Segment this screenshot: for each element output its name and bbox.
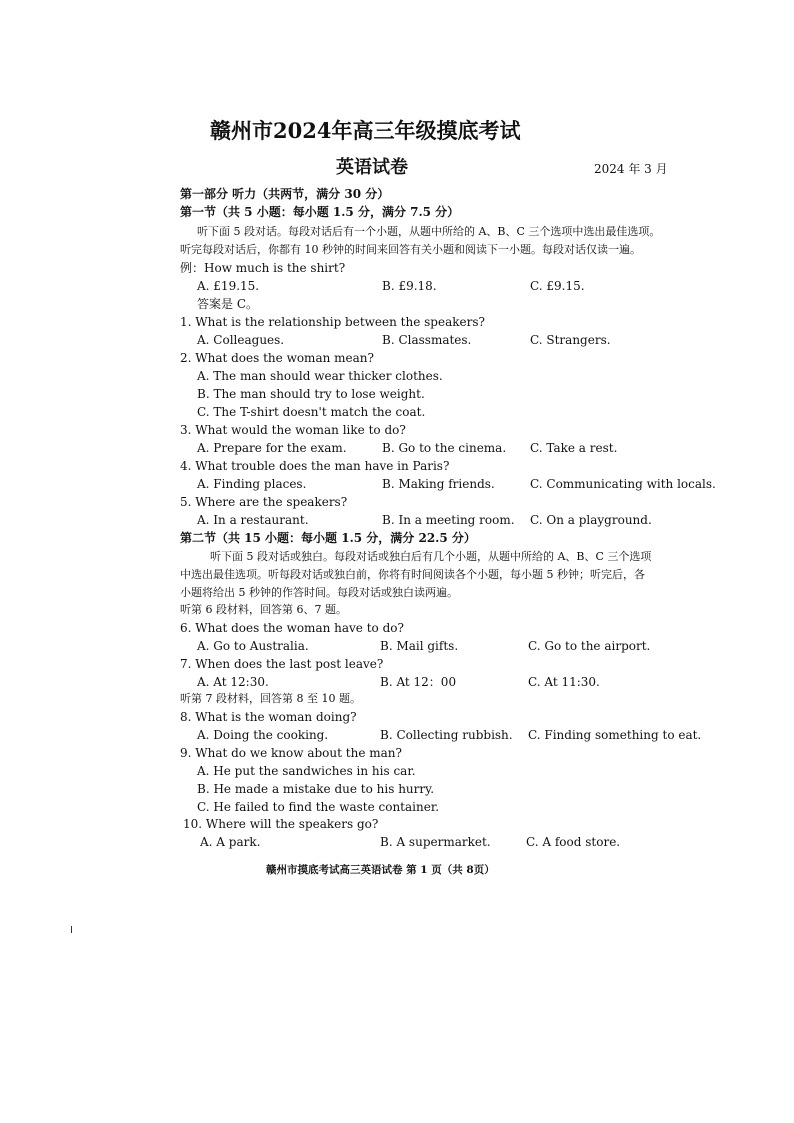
q6-option-a: A. Go to Australia.: [197, 639, 309, 653]
exam-subtitle: 英语试卷: [336, 157, 408, 178]
q2-option-a: A. The man should wear thicker clothes.: [197, 369, 443, 383]
example-question: 例：How much is the shirt?: [180, 261, 346, 275]
q9-option-b: B. He made a mistake due to his hurry.: [197, 782, 435, 796]
q10-option-a: A. A park.: [200, 835, 261, 849]
example-option-c: C. £9.15.: [530, 279, 585, 293]
example-option-a: A. £19.15.: [197, 279, 260, 293]
question-4: 4. What trouble does the man have in Paris?: [180, 459, 450, 473]
question-2: 2. What does the woman mean?: [180, 351, 374, 365]
q3-option-c: C. Take a rest.: [530, 441, 618, 455]
material-7-heading: 听第 7 段材料，回答第 8 至 10 题。: [180, 692, 361, 705]
scan-mark: [71, 926, 72, 933]
section2-instruction-1: 听下面 5 段对话或独白。每段对话或独白后有几个小题，从题中所给的 A、B、C 三个选项: [210, 550, 652, 563]
q4-option-c: C. Communicating with locals.: [530, 477, 716, 491]
q5-option-b: B. In a meeting room.: [382, 513, 515, 527]
question-1: 1. What is the relationship between the speakers?: [180, 315, 485, 329]
q4-option-b: B. Making friends.: [382, 477, 495, 491]
q8-option-b: B. Collecting rubbish.: [380, 728, 513, 742]
question-5: 5. Where are the speakers?: [180, 495, 348, 509]
q1-option-c: C. Strangers.: [530, 333, 611, 347]
q3-option-a: A. Prepare for the exam.: [197, 441, 347, 455]
q8-option-c: C. Finding something to eat.: [528, 728, 702, 742]
q3-option-b: B. Go to the cinema.: [382, 441, 507, 455]
q9-option-c: C. He failed to find the waste container.: [197, 800, 440, 814]
section2-instruction-3: 小题将给出 5 秒钟的作答时间。每段对话或独白读两遍。: [180, 586, 458, 599]
q7-option-a: A. At 12:30.: [197, 675, 269, 689]
section1-heading: 第一节（共 5 小题：每小题 1.5 分，满分 7.5 分）: [180, 205, 460, 219]
question-10: 10. Where will the speakers go?: [183, 817, 379, 831]
q10-option-b: B. A supermarket.: [380, 835, 491, 849]
q2-option-b: B. The man should try to lose weight.: [197, 387, 425, 401]
question-7: 7. When does the last post leave?: [180, 657, 384, 671]
q7-option-b: B. At 12：00: [380, 675, 457, 689]
example-answer: 答案是 C。: [197, 297, 258, 311]
part1-heading: 第一部分 听力（共两节，满分 30 分）: [180, 187, 390, 201]
question-3: 3. What would the woman like to do?: [180, 423, 406, 437]
exam-date: 2024 年 3 月: [594, 162, 668, 176]
q9-option-a: A. He put the sandwiches in his car.: [197, 764, 416, 778]
section1-instruction-1: 听下面 5 段对话。每段对话后有一个小题，从题中所给的 A、B、C 三个选项中选出最佳选项。: [197, 225, 661, 238]
section1-instruction-2: 听完每段对话后，你都有 10 秒钟的时间来回答有关小题和阅读下一小题。每段对话仅读一遍。: [180, 243, 641, 256]
exam-title: 赣州市2024年高三年级摸底考试: [210, 118, 521, 143]
q1-option-b: B. Classmates.: [382, 333, 472, 347]
q8-option-a: A. Doing the cooking.: [197, 728, 329, 742]
question-6: 6. What does the woman have to do?: [180, 621, 404, 635]
section2-instruction-2: 中选出最佳选项。听每段对话或独白前，你将有时间阅读各个小题，每小题 5 秒钟；听完后，各: [180, 568, 645, 581]
question-8: 8. What is the woman doing?: [180, 710, 357, 724]
material-6-heading: 听第 6 段材料，回答第 6、7 题。: [180, 603, 347, 616]
q2-option-c: C. The T-shirt doesn't match the coat.: [197, 405, 426, 419]
q6-option-c: C. Go to the airport.: [528, 639, 651, 653]
q5-option-a: A. In a restaurant.: [197, 513, 309, 527]
q5-option-c: C. On a playground.: [530, 513, 652, 527]
page-footer: 赣州市摸底考试高三英语试卷 第 1 页（共 8页）: [266, 864, 495, 876]
q10-option-c: C. A food store.: [526, 835, 621, 849]
example-option-b: B. £9.18.: [382, 279, 437, 293]
section2-heading: 第二节（共 15 小题：每小题 1.5 分，满分 22.5 分）: [180, 531, 476, 545]
q7-option-c: C. At 11:30.: [528, 675, 600, 689]
q6-option-b: B. Mail gifts.: [380, 639, 459, 653]
q1-option-a: A. Colleagues.: [197, 333, 285, 347]
question-9: 9. What do we know about the man?: [180, 746, 402, 760]
q4-option-a: A. Finding places.: [197, 477, 307, 491]
